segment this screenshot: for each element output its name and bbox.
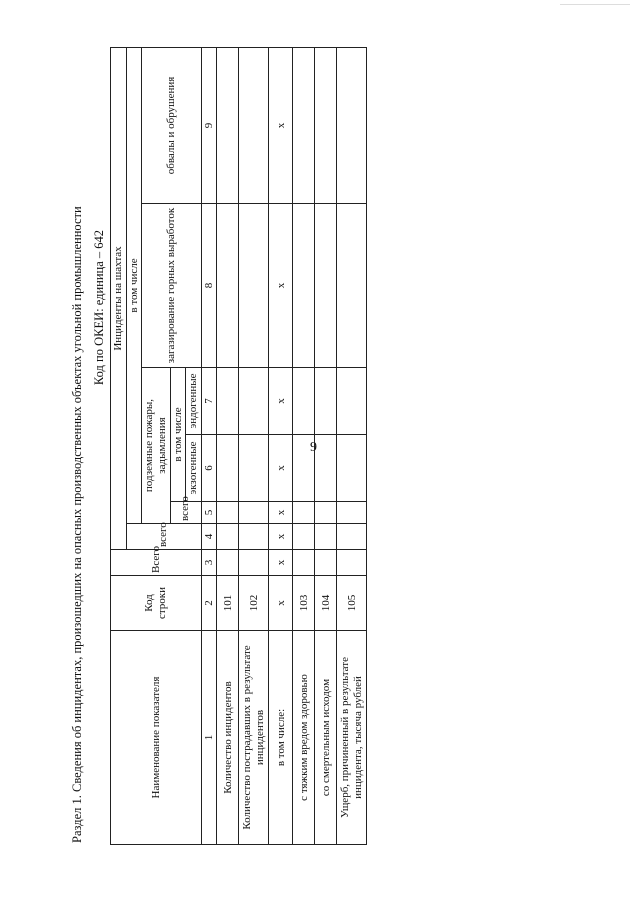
row-name: с тяжким вредом здоровью	[293, 631, 315, 845]
cell-value[interactable]	[315, 502, 337, 524]
column-number-row	[201, 47, 217, 844]
cell-value[interactable]	[293, 47, 315, 203]
section-title: Раздел 1. Сведения об инцидентах, произошедших на опасных производственных объектах угольной промышленности	[70, 206, 84, 843]
cell-value[interactable]	[337, 204, 367, 368]
cell-value[interactable]	[293, 368, 315, 435]
cell-value[interactable]	[239, 524, 269, 550]
cell-value[interactable]	[217, 550, 239, 576]
cell-value[interactable]	[293, 550, 315, 576]
cell-value[interactable]	[239, 368, 269, 435]
row-name: Количество пострадавших в результате инцидентов	[239, 631, 269, 845]
row-name: в том числе:	[269, 631, 293, 845]
header-total: Всего	[111, 550, 202, 576]
cell-value: х	[269, 47, 293, 203]
cell-value[interactable]	[337, 524, 367, 550]
okei-code: Код по ОКЕИ: единица – 642	[92, 230, 106, 386]
cell-value[interactable]	[217, 502, 239, 524]
table-row	[239, 47, 269, 844]
table-row	[337, 47, 367, 844]
cell-value: х	[269, 435, 293, 502]
column-number: 6	[201, 435, 217, 502]
row-code: 105	[337, 576, 367, 631]
header-collapses: обвалы и обрушения	[142, 47, 202, 203]
cell-value[interactable]	[217, 435, 239, 502]
cell-value[interactable]	[293, 524, 315, 550]
cell-value[interactable]	[239, 204, 269, 368]
column-number: 9	[201, 47, 217, 203]
column-number: 8	[201, 204, 217, 368]
cell-value: х	[269, 524, 293, 550]
incidents-table	[110, 47, 367, 845]
cell-value[interactable]	[315, 204, 337, 368]
row-name: Ущерб, причиненный в результате инцидента, тысяча рублей	[337, 631, 367, 845]
cell-value: х	[269, 550, 293, 576]
cell-value[interactable]	[337, 435, 367, 502]
cell-value[interactable]	[315, 435, 337, 502]
cell-value[interactable]	[217, 47, 239, 203]
row-code: 101	[217, 576, 239, 631]
header-total-mines: всего	[126, 524, 201, 550]
column-number: 4	[201, 524, 217, 550]
cell-value[interactable]	[315, 550, 337, 576]
cell-value[interactable]	[315, 47, 337, 203]
header-including-fires: в том числе	[170, 368, 186, 502]
header-row-1	[111, 47, 127, 844]
cell-value[interactable]	[293, 502, 315, 524]
header-including: в том числе	[126, 47, 142, 523]
header-endogenous: эндогенные	[186, 368, 202, 435]
row-code: 104	[315, 576, 337, 631]
cell-value[interactable]	[315, 524, 337, 550]
row-name: со смертельным исходом	[315, 631, 337, 845]
cell-value[interactable]	[337, 502, 367, 524]
cell-value[interactable]	[239, 47, 269, 203]
header-underground-fires: подземные пожары, задымления	[142, 368, 170, 524]
column-number: 2	[201, 576, 217, 631]
column-number: 7	[201, 368, 217, 435]
cell-value[interactable]	[293, 435, 315, 502]
row-code: 103	[293, 576, 315, 631]
table-row	[269, 47, 293, 844]
table-row	[217, 47, 239, 844]
cell-value: х	[269, 204, 293, 368]
column-number: 3	[201, 550, 217, 576]
row-name: Количество инцидентов	[217, 631, 239, 845]
header-row-code: Код строки	[111, 576, 202, 631]
table-row	[315, 47, 337, 844]
row-code: 102	[239, 576, 269, 631]
header-total-fires: всего	[170, 502, 201, 524]
cell-value: х	[269, 502, 293, 524]
cell-value[interactable]	[293, 204, 315, 368]
header-incidents-in-mines: Инциденты на шахтах	[111, 47, 127, 549]
header-indicator-name: Наименование показателя	[111, 631, 202, 845]
cell-value[interactable]	[239, 502, 269, 524]
header-gassing: загазирование горных выработок	[142, 204, 202, 368]
column-number: 1	[201, 631, 217, 845]
page-number: 9	[310, 440, 317, 455]
cell-value[interactable]	[217, 368, 239, 435]
column-number: 5	[201, 502, 217, 524]
cell-value[interactable]	[217, 204, 239, 368]
cell-value[interactable]	[337, 550, 367, 576]
cell-value[interactable]	[337, 47, 367, 203]
cell-value[interactable]	[239, 550, 269, 576]
table-row	[293, 47, 315, 844]
cell-value[interactable]	[239, 435, 269, 502]
cell-value: х	[269, 368, 293, 435]
cell-value[interactable]	[337, 368, 367, 435]
cell-value[interactable]	[217, 524, 239, 550]
scan-edge-mark	[560, 4, 630, 5]
cell-value[interactable]	[315, 368, 337, 435]
row-code: х	[269, 576, 293, 631]
header-exogenous: экзогенные	[186, 435, 202, 502]
